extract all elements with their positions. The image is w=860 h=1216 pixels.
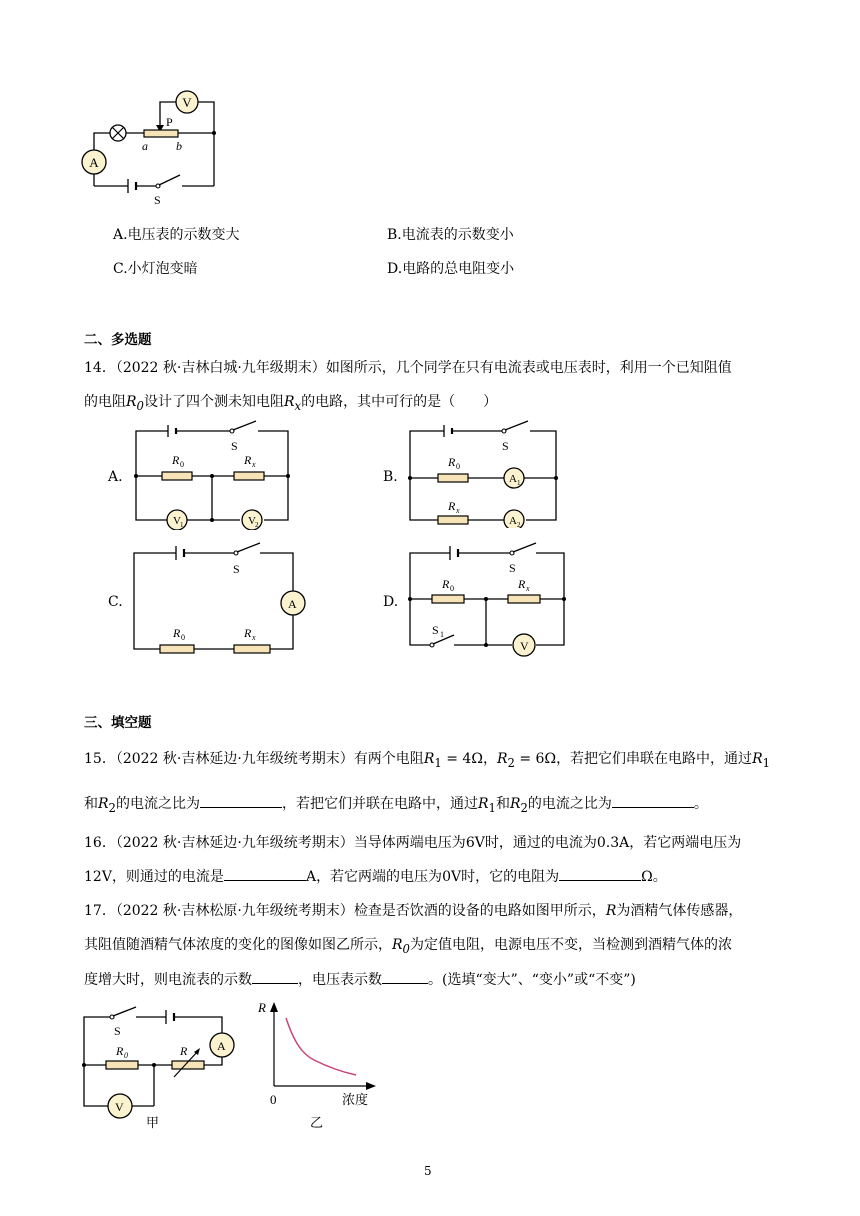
q17-fig-yi-caption: 乙: [310, 1115, 324, 1130]
q14-circuit-c: [126, 540, 306, 655]
q14a-switch-label: S: [231, 439, 238, 453]
q14d-r0-label: R: [442, 577, 450, 591]
q14a-r0-label: R: [172, 453, 180, 467]
svg-text:0: 0: [124, 1051, 128, 1060]
q14-line-2: 的电阻$R_0$设计了四个测未知电阻$R_x$的电路，其中可行的是（ ）: [84, 394, 498, 413]
q16-line-2: 12V，则通过的电流是 A，若它两端的电压为0V时，它的电阻为 Ω。: [84, 866, 667, 887]
q17-blank-1[interactable]: [252, 969, 298, 984]
q17-line-3: 度增大时，则电流表的示数 ，电压表示数 。(选填“变大”、“变小”或“不变”): [84, 969, 636, 990]
q14-circuit-d: [402, 540, 572, 660]
q17-voltmeter-label: V: [115, 1100, 124, 1114]
page-number: 5: [424, 1164, 432, 1178]
q14c-switch-label: S: [233, 562, 240, 576]
q14-circuit-b: [402, 420, 566, 528]
svg-text:2: 2: [255, 521, 259, 529]
q14d-switch-label: S: [509, 561, 516, 575]
q14d-voltmeter-label: V: [520, 639, 529, 653]
q17-graph-yi: [256, 998, 386, 1133]
q17-r0-label: R: [116, 1044, 124, 1058]
section-3-title: 三、填空题: [84, 715, 152, 731]
q17-blank-2[interactable]: [382, 969, 428, 984]
q14b-r0-label: R: [448, 455, 456, 469]
q14c-rx-label: R: [244, 626, 252, 640]
q17-graph-origin: 0: [270, 1092, 277, 1107]
q14-option-d-letter: D.: [383, 594, 399, 610]
q14a-v1-label: V: [173, 515, 181, 527]
q17-switch-label: S: [114, 1024, 121, 1038]
q14-line-1: 14．（2022 秋·吉林白城·九年级期末）如图所示，几个同学在只有电流表或电压表时，利用一个已知阻值: [84, 360, 732, 376]
q15-blank-2[interactable]: [612, 793, 694, 808]
q13-slider-label: P: [166, 115, 173, 129]
q17-graph-x-label: 浓度: [342, 1092, 369, 1107]
q17-line-2: 其阻值随酒精气体浓度的变化的图像如图乙所示，$R_0$为定值电阻，电源电压不变，当检测到酒精气体的浓: [84, 937, 732, 956]
svg-text:x: x: [252, 633, 256, 642]
q17-ammeter-label: A: [217, 1039, 226, 1053]
svg-text:x: x: [456, 506, 460, 515]
q14d-s1-label: S: [432, 623, 439, 637]
q13-switch-label: S: [154, 193, 161, 207]
q17-line-1: 17．（2022 秋·吉林松原·九年级统考期末）检查是否饮酒的设备的电路如图甲所示，R为酒精气体传感器，: [84, 903, 743, 919]
q15-line-1: 15．（2022 秋·吉林延边·九年级统考期末）有两个电阻$R_1 = 4\Omega$，$R_2 = 6\Omega$，若把它们串联在电路中，通过$R_1$: [84, 751, 771, 770]
svg-text:0: 0: [180, 460, 184, 469]
q14a-v2-label: V: [248, 515, 256, 527]
svg-text:0: 0: [181, 633, 185, 642]
q14c-r0-label: R: [173, 626, 181, 640]
q13-end-a-label: a: [142, 139, 148, 153]
q13-ammeter-label: A: [89, 155, 99, 170]
q16-blank-2[interactable]: [559, 866, 641, 881]
q15-line-2: 和$R_2$的电流之比为 ，若把它们并联在电路中，通过$R_1$和$R_2$的电流之比为 。: [84, 793, 708, 818]
q17-fig-jia-caption: 甲: [146, 1115, 160, 1130]
q14d-rx-label: R: [518, 577, 526, 591]
q13-voltmeter-label: V: [182, 95, 192, 110]
q14a-rx-label: R: [244, 453, 252, 467]
q16-blank-1[interactable]: [224, 866, 306, 881]
q14-option-a-letter: A.: [108, 469, 123, 485]
q17-circuit-jia: [76, 1003, 246, 1131]
svg-text:1: 1: [440, 630, 444, 639]
svg-text:2: 2: [517, 521, 521, 528]
svg-text:1: 1: [517, 479, 521, 487]
q13-option-c: C.小灯泡变暗: [113, 261, 198, 277]
q14b-a2-label: A: [509, 515, 517, 527]
q13-option-d: D.电路的总电阻变小: [387, 261, 515, 277]
q13-option-a: A.电压表的示数变大: [113, 227, 240, 243]
q15-blank-1[interactable]: [200, 793, 282, 808]
q13-option-b: B.电流表的示数变小: [387, 227, 514, 243]
q14b-a1-label: A: [509, 473, 517, 485]
q14-option-c-letter: C.: [108, 594, 123, 610]
q17-r-label: R: [180, 1044, 188, 1058]
svg-text:0: 0: [456, 462, 460, 471]
q17-r-concentration-curve: [286, 1018, 356, 1075]
q14c-ammeter-label: A: [288, 597, 297, 611]
svg-text:x: x: [252, 460, 256, 469]
q14b-switch-label: S: [502, 439, 509, 453]
section-2-title: 二、多选题: [84, 332, 152, 348]
svg-text:1: 1: [180, 521, 184, 529]
q16-line-1: 16．（2022 秋·吉林延边·九年级统考期末）当导体两端电压为6V时，通过的电流为0.3A，若它两端电压为: [84, 835, 742, 851]
q13-circuit-diagram: [74, 88, 234, 210]
svg-text:0: 0: [450, 584, 454, 593]
q14-option-b-letter: B.: [383, 469, 398, 485]
q14b-rx-label: R: [448, 499, 456, 513]
q14-circuit-a: [128, 420, 294, 530]
svg-text:x: x: [526, 584, 530, 593]
q13-end-b-label: b: [176, 139, 182, 153]
q17-graph-y-label: R: [258, 1000, 266, 1015]
